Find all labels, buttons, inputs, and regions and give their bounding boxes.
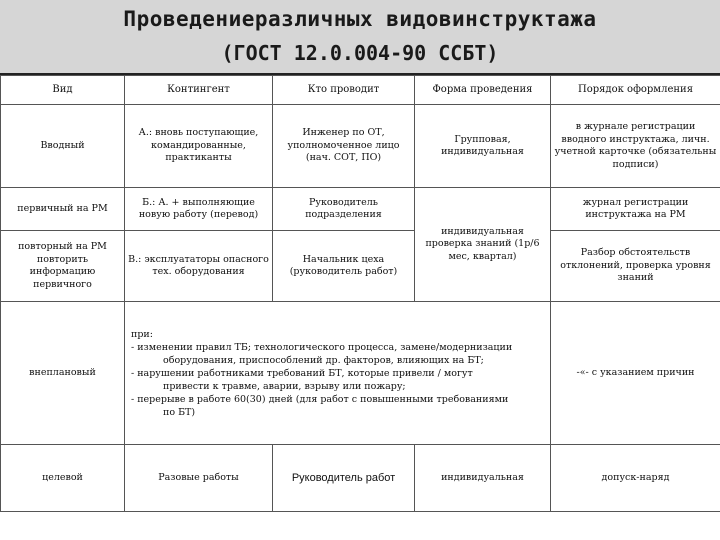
col-header-kto: Кто проводит: [273, 76, 415, 105]
slide-header: [0, 0, 720, 73]
cell-kto: Начальник цеха (руководитель работ): [273, 231, 415, 302]
cell-poryadok: в журнале регистрации вводного инструктажа, личн. учетной карточке (обязательны подписи): [551, 105, 720, 188]
cell-vid: повторный на РМ повторить информацию первичного: [1, 231, 125, 302]
cell-forma-shared: индивидуальная проверка знаний (1р/6 мес, квартал): [415, 188, 551, 302]
cell-kto: Инженер по ОТ, уполномоченное лицо (нач. СОТ, ПО): [273, 105, 415, 188]
cell-vid: первичный на РМ: [1, 188, 125, 231]
note-line: по БТ): [163, 406, 196, 418]
table-row: [1, 188, 720, 231]
table-row: [1, 302, 720, 445]
cell-vneplanovy-conditions: [125, 302, 551, 445]
table-header-row: [1, 76, 720, 105]
cell-vid: Вводный: [1, 105, 125, 188]
cell-vid: целевой: [1, 445, 125, 512]
note-line: оборудования, приспособлений др. факторов, влияющих на БТ;: [163, 354, 484, 366]
note-line: - нарушении работниками требований БТ, которые привели / могут: [131, 367, 473, 379]
col-header-poryadok: Порядок оформления: [551, 76, 720, 105]
note-line: - перерыве в работе 60(30) дней (для работ с повышенными требованиями: [131, 393, 509, 405]
note-line: привести к травме, аварии, взрыву или пожару;: [163, 380, 406, 392]
instruction-table: [0, 75, 720, 512]
table-row: [1, 105, 720, 188]
col-header-kontingent: Контингент: [125, 76, 273, 105]
cell-kto: Руководитель подразделения: [273, 188, 415, 231]
slide-subtitle: (ГОСТ 12.0.004-90 ССБТ): [221, 41, 499, 65]
cell-kontingent: Разовые работы: [125, 445, 273, 512]
cell-poryadok: допуск-наряд: [551, 445, 720, 512]
cell-poryadok: Разбор обстоятельств отклонений, проверка уровня знаний: [551, 231, 720, 302]
note-line: - изменении правил ТБ; технологического процесса, замене/модернизации: [131, 341, 513, 353]
note-intro: при:: [131, 328, 153, 340]
cell-forma: индивидуальная: [415, 445, 551, 512]
cell-poryadok: -«- с указанием причин: [551, 302, 720, 445]
cell-poryadok: журнал регистрации инструктажа на РМ: [551, 188, 720, 231]
cell-kontingent: Б.: А. + выполняющие новую работу (перевод): [125, 188, 273, 231]
col-header-forma: Форма проведения: [415, 76, 551, 105]
cell-kontingent: А.: вновь поступающие, командированные, практиканты: [125, 105, 273, 188]
cell-kto: Руководитель работ: [273, 445, 415, 512]
table-row: [1, 231, 720, 302]
cell-forma: Групповая, индивидуальная: [415, 105, 551, 188]
cell-vid: внеплановый: [1, 302, 125, 445]
cell-kontingent: В.: эксплуататоры опасного тех. оборудования: [125, 231, 273, 302]
table-row: [1, 445, 720, 512]
slide-title: Проведениеразличных видовинструктажа: [123, 7, 597, 31]
col-header-vid: Вид: [1, 76, 125, 105]
